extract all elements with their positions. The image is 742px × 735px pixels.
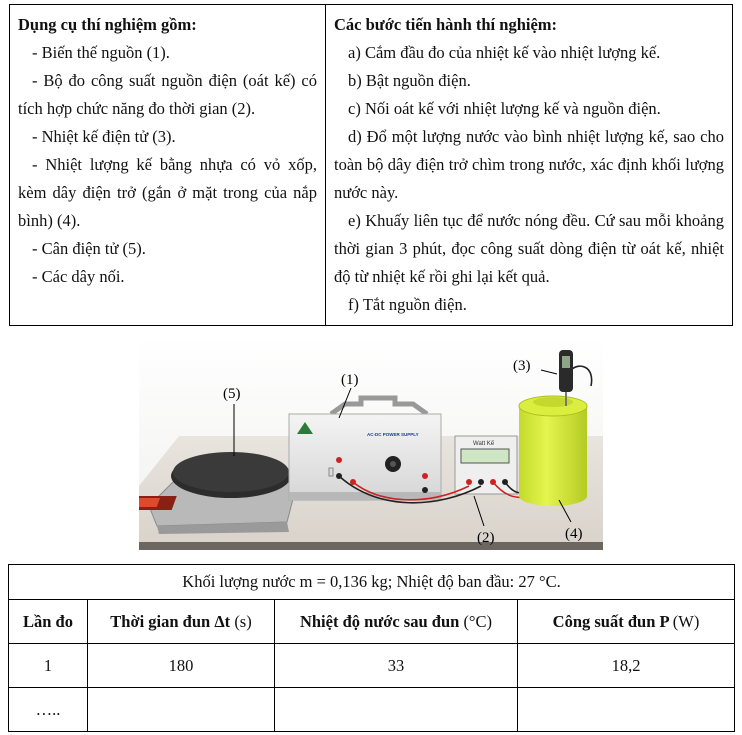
- step-item: f) Tắt nguồn điện.: [348, 295, 467, 314]
- header-time: Thời gian đun Δt (s): [88, 600, 275, 644]
- cell-time: [88, 688, 275, 732]
- equipment-item: - Nhiệt kế điện tử (3).: [32, 127, 176, 146]
- step-item: e) Khuấy liên tục để nước nóng đều. Cứ sau mỗi khoảng thời gian 3 phút, đọc công suất dòng điện từ oát kế, nhiệt độ từ nhiệt kế rồi ghi lại kết quả.: [334, 211, 724, 286]
- steps-cell: [326, 5, 733, 326]
- cell-time: 180: [88, 644, 275, 688]
- bench-edge: [139, 542, 603, 550]
- steps-title: Các bước tiến hành thí nghiệm:: [334, 15, 558, 34]
- cell-measurement: …..: [9, 688, 88, 732]
- power-supply-label: AC-DC POWER SUPPLY: [367, 432, 419, 437]
- equipment-item: - Các dây nối.: [32, 267, 125, 286]
- step-item: d) Đổ một lượng nước vào bình nhiệt lượng kế, sao cho toàn bộ dây điện trở chìm trong nước, xác định khối lượng nước này.: [334, 127, 724, 202]
- label-5: (5): [223, 386, 241, 402]
- results-table: [8, 564, 735, 732]
- label-3: (3): [513, 358, 531, 374]
- step-item: c) Nối oát kế với nhiệt lượng kế và nguồn điện.: [348, 99, 661, 118]
- equipment-item: - Bộ đo công suất nguồn điện (oát kế) có tích hợp chức năng đo thời gian (2).: [18, 71, 317, 118]
- results-caption: Khối lượng nước m = 0,136 kg; Nhiệt độ ban đầu: 27 °C.: [9, 565, 735, 600]
- cell-temperature: 33: [275, 644, 518, 688]
- watt-meter-label: Watt Kế: [473, 441, 495, 447]
- experiment-photo: [139, 336, 603, 550]
- header-power: Công suất đun P (W): [518, 600, 735, 644]
- label-2: (2): [477, 530, 495, 546]
- step-item: a) Cắm đầu đo của nhiệt kế vào nhiệt lượng kế.: [348, 43, 661, 62]
- calorimeter: [519, 396, 587, 506]
- header-temperature: Nhiệt độ nước sau đun (°C): [275, 600, 518, 644]
- equipment-item: - Nhiệt lượng kế bằng nhựa có vỏ xốp, kèm dây điện trở (gắn ở mặt trong của nắp bình) (4).: [18, 155, 317, 230]
- equipment-title: Dụng cụ thí nghiệm gồm:: [18, 15, 197, 34]
- table-row: [9, 644, 735, 688]
- instructions-table: [9, 4, 733, 326]
- cell-power: 18,2: [518, 644, 735, 688]
- header-measurement: Lần đo: [9, 600, 88, 644]
- table-row: [9, 688, 735, 732]
- cell-power: [518, 688, 735, 732]
- label-1: (1): [341, 372, 359, 388]
- step-item: b) Bật nguồn điện.: [348, 71, 471, 90]
- equipment-item: - Cân điện tử (5).: [32, 239, 146, 258]
- equipment-cell: [10, 5, 326, 326]
- equipment-item: - Biến thế nguồn (1).: [32, 43, 170, 62]
- label-4: (4): [565, 526, 583, 542]
- cell-measurement: 1: [9, 644, 88, 688]
- cell-temperature: [275, 688, 518, 732]
